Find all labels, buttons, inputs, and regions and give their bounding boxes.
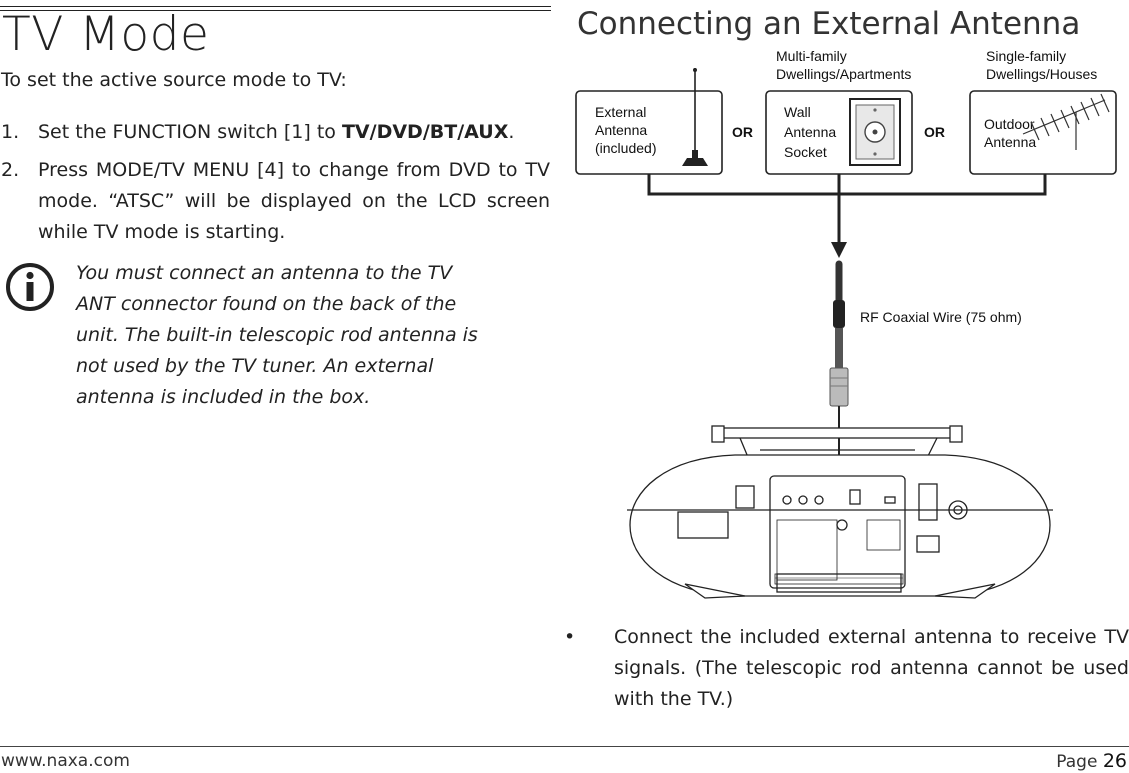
- down-arrow-icon: [831, 242, 847, 258]
- box1-label-1: External: [595, 104, 647, 120]
- function-setting: TV/DVD/BT/AUX: [341, 121, 509, 143]
- bullet-marker: •: [564, 626, 576, 648]
- step-text: Press MODE/TV MENU [4] to change from DVD to TV mode. “ATSC” will be displayed on the LCD screen while TV mode is starting.: [38, 159, 550, 243]
- header-apartments: Dwellings/Apartments: [776, 66, 912, 82]
- footer-rule: [0, 746, 1129, 747]
- note-text: You must connect an antenna to the TV ANT connector found on the back of the unit. The built-in telescopic rod antenna is not used by the TV tuner. An external antenna is included in the box.: [76, 262, 478, 408]
- step-number: 2.: [1, 159, 20, 181]
- page-label: Page: [1056, 752, 1098, 772]
- step-number: 1.: [1, 121, 20, 143]
- section-title: Connecting an External Antenna: [577, 6, 1081, 42]
- page-title: TV Mode: [2, 7, 210, 62]
- or-label-2: OR: [924, 124, 945, 140]
- step-2: [1, 155, 552, 250]
- box2-label-2: Antenna: [784, 124, 837, 140]
- step-1: [1, 117, 552, 151]
- box2-label-1: Wall: [784, 104, 811, 120]
- footer-website: www.naxa.com: [1, 751, 130, 771]
- antenna-connection-diagram: [565, 50, 1129, 610]
- external-antenna-box: [576, 68, 722, 174]
- step-text: [38, 117, 550, 148]
- box3-label-2: Antenna: [984, 134, 1037, 150]
- box3-label-1: Outdoor: [984, 116, 1035, 132]
- header-single-family: Single-family: [986, 50, 1067, 64]
- header-houses: Dwellings/Houses: [986, 66, 1098, 82]
- connector-lines: [649, 174, 1045, 244]
- intro-text: To set the active source mode to TV:: [1, 69, 347, 91]
- footer-page: [1056, 750, 1127, 772]
- or-label-1: OR: [732, 124, 753, 140]
- info-circle-icon: [5, 262, 55, 312]
- bullet-text: Connect the included external antenna to receive TV signals. (The telescopic rod antenna cannot be used with the TV.): [614, 626, 1129, 710]
- box1-label-2: Antenna: [595, 122, 648, 138]
- box1-label-3: (included): [595, 140, 657, 156]
- wall-socket-icon: [850, 99, 900, 165]
- wall-socket-box: [766, 91, 912, 174]
- step-text-end: .: [508, 121, 515, 143]
- page-number: 26: [1102, 750, 1127, 772]
- header-multi-family: Multi-family: [776, 50, 847, 64]
- step-text-part: Set the FUNCTION switch [1] to: [38, 121, 342, 143]
- outdoor-antenna-box: [970, 91, 1116, 174]
- box2-label-3: Socket: [784, 144, 827, 160]
- coax-wire-label: RF Coaxial Wire (75 ohm): [860, 309, 1022, 325]
